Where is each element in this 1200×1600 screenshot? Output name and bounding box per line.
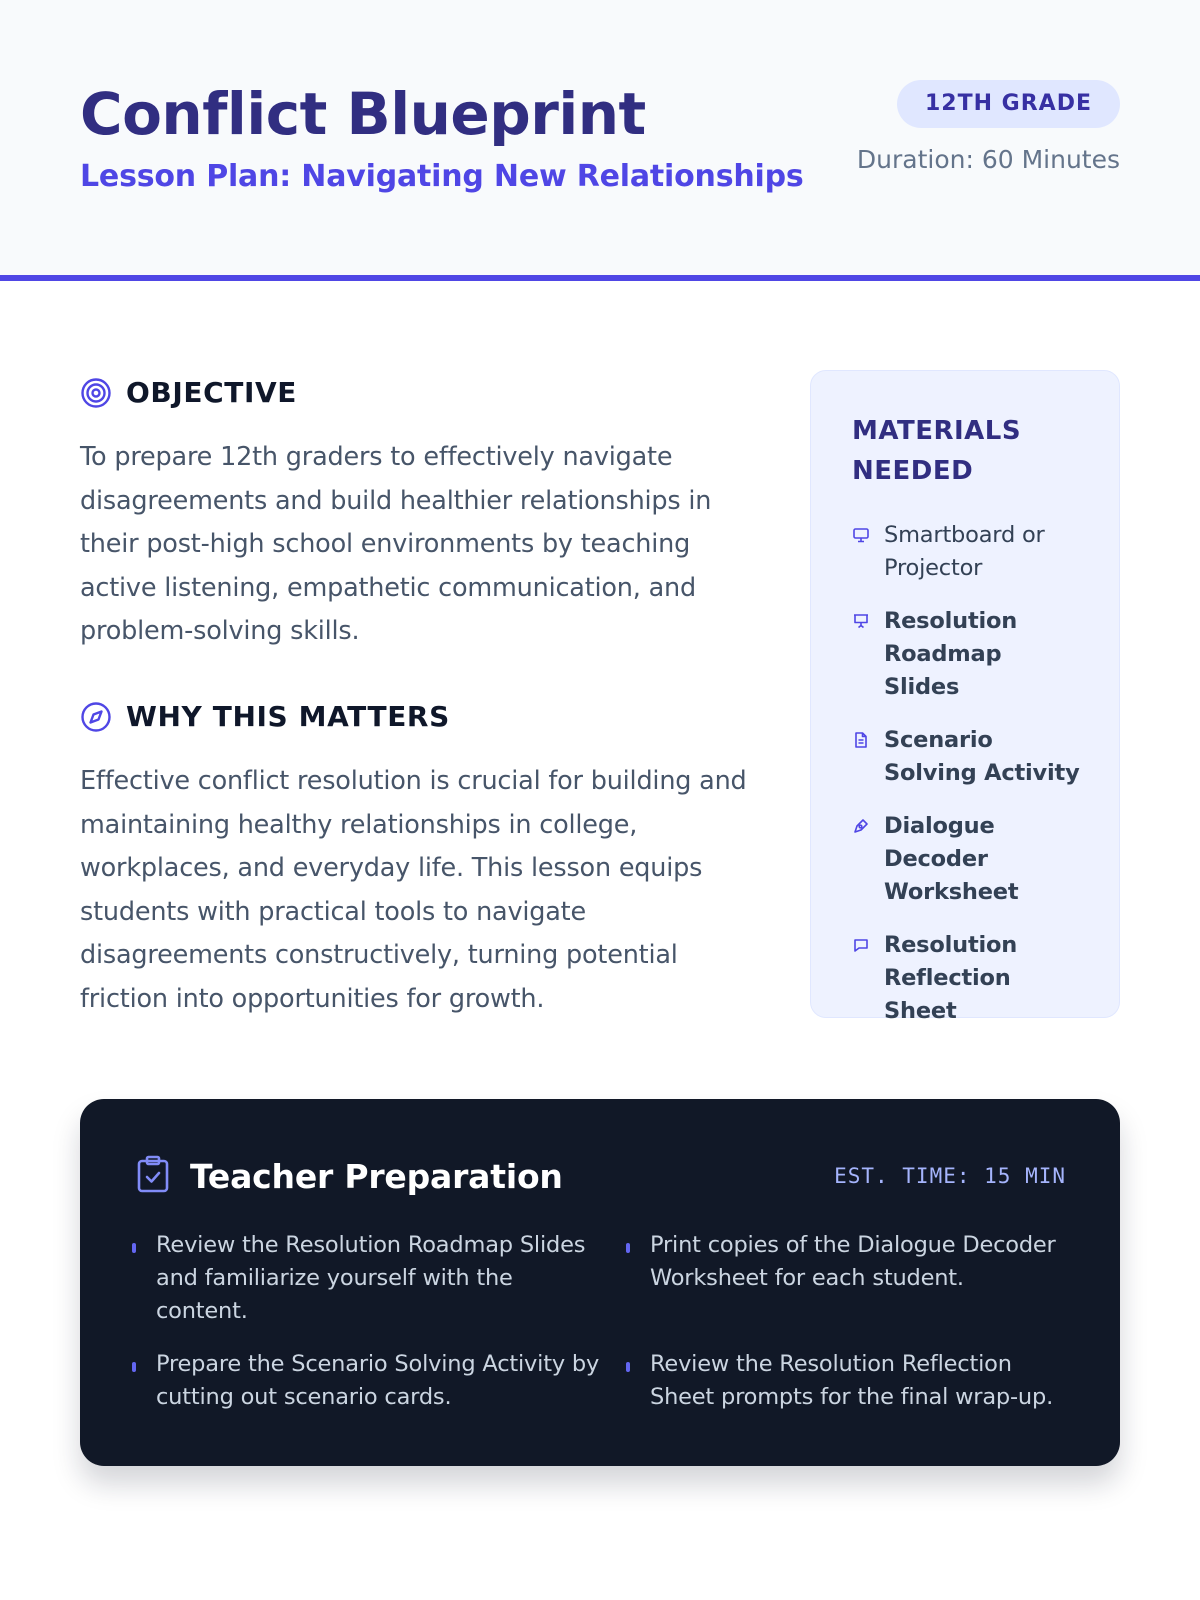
objective-title: OBJECTIVE — [126, 376, 297, 409]
presentation-icon — [852, 605, 870, 634]
prep-list-item — [626, 1348, 1082, 1414]
material-item — [852, 929, 1083, 1028]
material-label: Smartboard or Projector — [884, 522, 1045, 581]
clipboard-check-icon — [136, 1155, 170, 1197]
material-item — [852, 724, 1083, 790]
bullet-icon — [626, 1243, 630, 1253]
bullet-icon — [132, 1243, 136, 1253]
duration-label: Duration: 60 Minutes — [856, 145, 1120, 174]
prep-title-group — [136, 1155, 563, 1197]
bullet-icon — [132, 1362, 136, 1372]
prep-item-text: Print copies of the Dialogue Decoder Worksheet for each student. — [650, 1232, 1056, 1291]
material-label: Scenario Solving Activity — [884, 727, 1080, 786]
materials-title: MATERIALS NEEDED — [852, 416, 1022, 486]
materials-list — [852, 519, 1083, 1028]
compass-icon — [80, 701, 112, 733]
page-header — [0, 0, 1200, 281]
prep-list-item — [132, 1229, 626, 1328]
prep-list — [132, 1229, 1082, 1414]
page-title: Conflict Blueprint — [80, 80, 646, 148]
material-label: Resolution Roadmap Slides — [884, 608, 1018, 700]
prep-list-item — [626, 1229, 1082, 1328]
objective-text: To prepare 12th graders to effectively navigate disagreements and build healthier relationships in their post-high school environments by teaching active listening, empathetic communication, and problem-solving skills. — [80, 442, 712, 646]
teacher-preparation-card — [80, 1099, 1120, 1466]
prep-item-text: Review the Resolution Roadmap Slides and familiarize yourself with the content. — [156, 1232, 586, 1324]
prep-header — [136, 1155, 1066, 1197]
page-subtitle: Lesson Plan: Navigating New Relationships — [80, 159, 804, 194]
document-icon — [852, 724, 870, 753]
prep-item-text: Prepare the Scenario Solving Activity by cutting out scenario cards. — [156, 1351, 600, 1410]
why-text: Effective conflict resolution is crucial for building and maintaining healthy relationships in college, workplaces, and everyday life. This lesson equips students with practical tools to navigate disagreements constructively, turning potential friction into opportunities for growth. — [80, 766, 747, 1014]
why-heading — [80, 700, 450, 733]
objective-heading — [80, 376, 297, 409]
why-title: WHY THIS MATTERS — [126, 700, 450, 733]
material-label: Dialogue Decoder Worksheet — [884, 813, 1019, 905]
prep-item-text: Review the Resolution Reflection Sheet prompts for the final wrap-up. — [650, 1351, 1054, 1410]
material-item — [852, 810, 1083, 909]
materials-card — [810, 370, 1120, 1024]
prep-est-time: EST. TIME: 15 MIN — [834, 1164, 1066, 1188]
material-item — [852, 605, 1083, 704]
pen-tool-icon — [852, 810, 870, 839]
chat-bubble-icon — [852, 929, 870, 958]
grade-badge: 12TH GRADE — [897, 80, 1120, 128]
prep-title: Teacher Preparation — [190, 1156, 563, 1196]
prep-list-item — [132, 1348, 626, 1414]
material-label: Resolution Reflection Sheet — [884, 932, 1018, 1024]
bullet-icon — [626, 1362, 630, 1372]
target-icon — [80, 377, 112, 409]
monitor-icon — [852, 519, 870, 548]
material-item — [852, 519, 1083, 585]
